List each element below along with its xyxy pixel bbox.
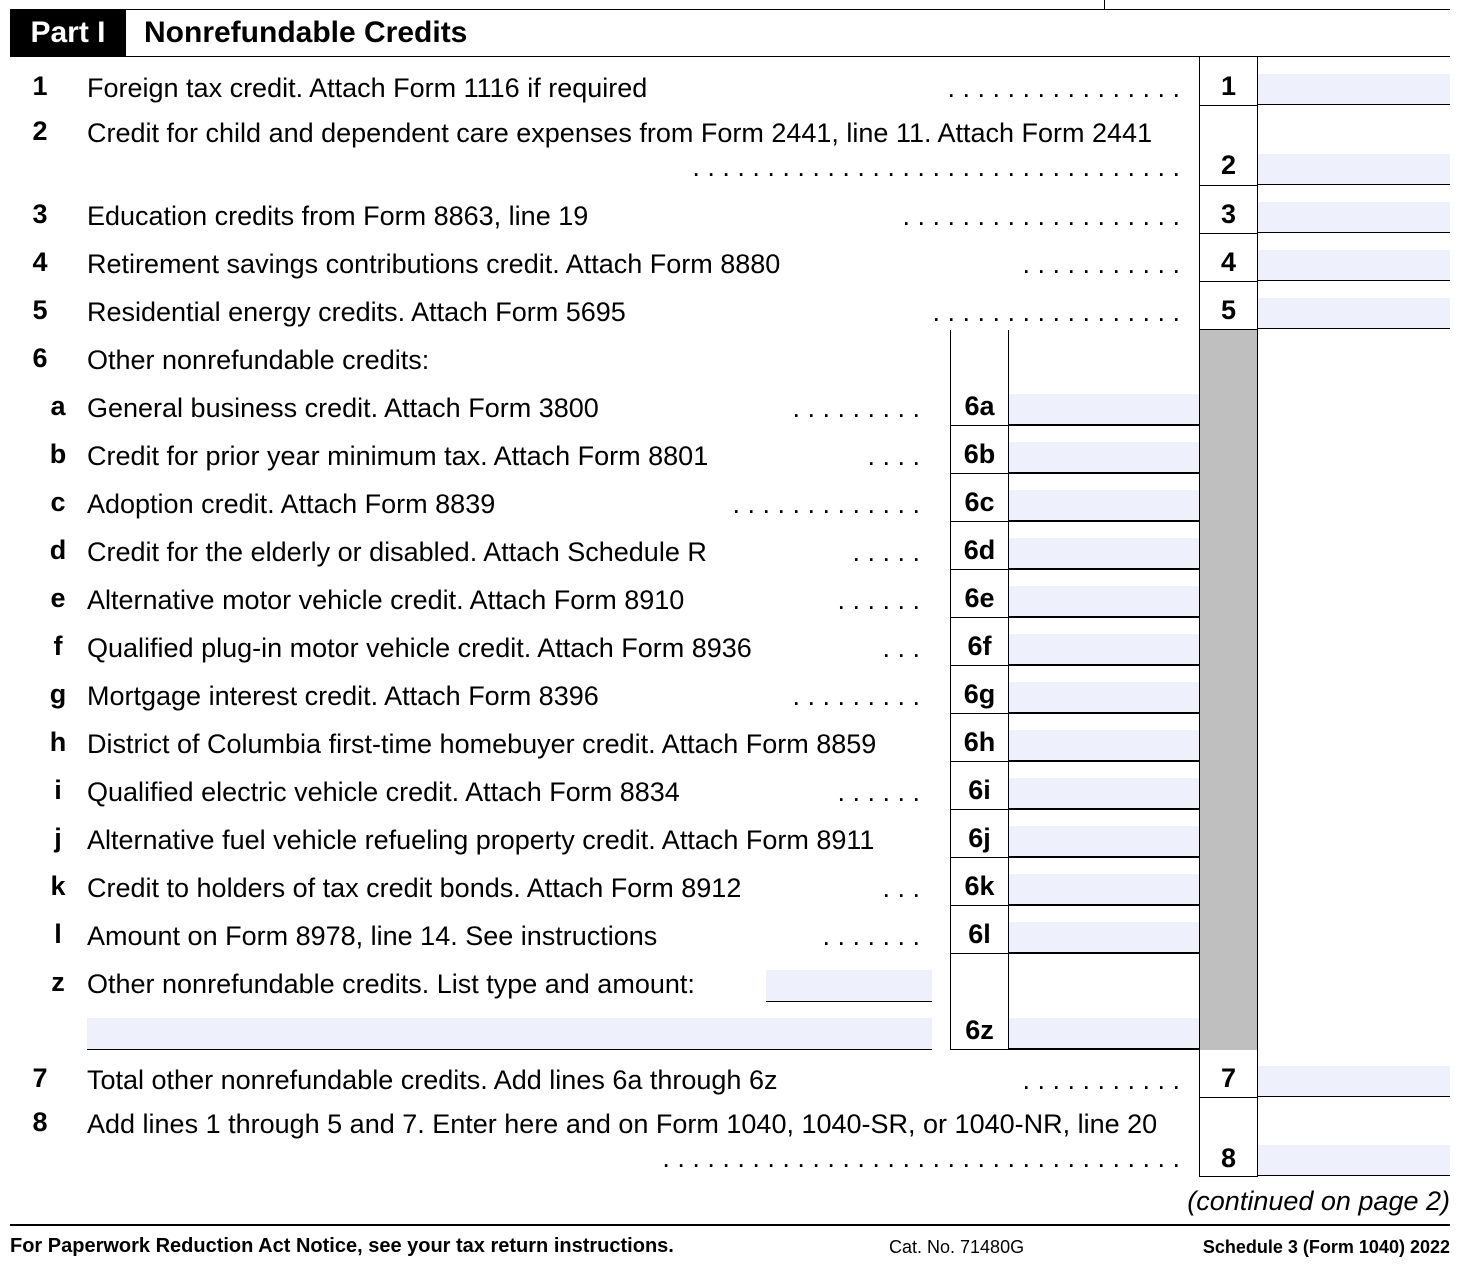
- subline-letter: a: [50, 391, 66, 421]
- continued-note: (continued on page 2): [1187, 1186, 1450, 1216]
- subline-text: Adoption credit. Attach Form 8839: [87, 489, 496, 519]
- subline-box-label: 6l: [968, 919, 991, 949]
- subline-box-label: 6h: [963, 727, 996, 757]
- subline-text: Alternative motor vehicle credit. Attach Form 8910: [87, 585, 685, 615]
- subline-amount-field[interactable]: [1009, 442, 1199, 473]
- dot-leader: . . . . . . . . . . .: [1022, 1065, 1180, 1095]
- subline-text: General business credit. Attach Form 3800: [87, 393, 599, 423]
- subline-box-label: 6e: [964, 583, 995, 613]
- subline-box-label: 6k: [964, 871, 995, 901]
- subline-box-label: 6c: [964, 487, 995, 517]
- line-text: Credit for child and dependent care expenses from Form 2441, line 11. Attach Form 2441: [87, 118, 1153, 148]
- subline-box-label: 6z: [965, 1015, 994, 1045]
- amount-field-7[interactable]: [1258, 1066, 1450, 1097]
- subline-amount-field[interactable]: [1009, 730, 1199, 761]
- footer-notice: For Paperwork Reduction Act Notice, see your tax return instructions.: [10, 1235, 674, 1257]
- subline-letter: k: [50, 871, 66, 901]
- subline-row-rule: [950, 473, 1200, 474]
- subline-box-label: 6a: [964, 391, 995, 421]
- subline-letter: z: [51, 967, 65, 997]
- subline-letter: j: [54, 823, 62, 853]
- top-divider: [1104, 0, 1105, 10]
- subline-row-rule: [950, 953, 1200, 954]
- subline-box-label: 6i: [968, 775, 991, 805]
- subline-row-rule: [950, 665, 1200, 666]
- line-text: Add lines 1 through 5 and 7. Enter here and on Form 1040, 1040-SR, or 1040-NR, line 20: [87, 1109, 1158, 1139]
- subline-amount-field[interactable]: [1009, 538, 1199, 569]
- line-number: 2: [32, 116, 48, 146]
- 6z-type-field-long[interactable]: [87, 1018, 932, 1050]
- subline-amount-field[interactable]: [1009, 874, 1199, 905]
- box-label: 8: [1220, 1143, 1237, 1173]
- subline-letter: b: [49, 439, 67, 469]
- dot-leader: . . . . . . . . . . . . . . . . . . . . . . . . . . . . . . . . . . .: [662, 1143, 1180, 1173]
- row-rule: [1199, 105, 1257, 106]
- dot-leader: . . . . . . . . . . . . . . . . . . .: [902, 201, 1180, 231]
- dot-leader: . . . . . . .: [822, 921, 920, 951]
- dot-leader: . . . . . . . . .: [792, 393, 920, 423]
- part-title: Nonrefundable Credits: [144, 16, 468, 49]
- line-number: 8: [32, 1107, 48, 1137]
- subline-amount-field[interactable]: [1009, 490, 1199, 521]
- dot-leader: . . . .: [867, 441, 920, 471]
- subline-letter: h: [49, 727, 67, 757]
- subline-amount-field[interactable]: [1009, 778, 1199, 809]
- row-rule: [1199, 329, 1257, 330]
- footer-rule: [10, 1224, 1450, 1226]
- row-rule: [1199, 1097, 1257, 1098]
- subbox-bottom-rule: [950, 1049, 1200, 1050]
- subline-amount-field[interactable]: [1009, 586, 1199, 617]
- subline-text: Alternative fuel vehicle refueling property credit. Attach Form 8911: [87, 825, 875, 855]
- subline-letter: g: [49, 679, 67, 709]
- subline-letter: c: [50, 487, 66, 517]
- dot-leader: . . . . . . . . . . . . . . . .: [947, 73, 1180, 103]
- subline-text: District of Columbia first-time homebuyer credit. Attach Form 8859: [87, 729, 877, 759]
- subline-letter: e: [50, 583, 66, 613]
- subline-box-label: 6g: [963, 679, 996, 709]
- box-label: 2: [1220, 150, 1237, 180]
- line-number: 1: [32, 71, 48, 101]
- subline-row-rule: [950, 569, 1200, 570]
- subline-text: Credit to holders of tax credit bonds. Attach Form 8912: [87, 873, 742, 903]
- 6z-type-field-short[interactable]: [766, 970, 932, 1002]
- dot-leader: . . . . . .: [837, 777, 920, 807]
- line-text: Total other nonrefundable credits. Add lines 6a through 6z: [87, 1065, 778, 1095]
- subline-row-rule: [950, 425, 1200, 426]
- subline-row-rule: [950, 761, 1200, 762]
- subline-text: Credit for prior year minimum tax. Attach Form 8801: [87, 441, 709, 471]
- subline-row-rule: [950, 521, 1200, 522]
- subline-text: Mortgage interest credit. Attach Form 8396: [87, 681, 599, 711]
- line-text: Retirement savings contributions credit. Attach Form 8880: [87, 249, 781, 279]
- dot-leader: . . . . . . . . . . . . .: [732, 489, 920, 519]
- subline-text: Credit for the elderly or disabled. Attach Schedule R: [87, 537, 707, 567]
- dot-leader: . . . . . . . . . . . . . . . . . . . . . . . . . . . . . . . . .: [692, 152, 1180, 182]
- row-rule: [1199, 233, 1257, 234]
- dot-leader: . . .: [882, 633, 920, 663]
- subline-amount-field[interactable]: [1009, 1018, 1199, 1049]
- line-text: Residential energy credits. Attach Form 5695: [87, 297, 626, 327]
- box-label: 3: [1220, 199, 1237, 229]
- subline-amount-field[interactable]: [1009, 826, 1199, 857]
- subline-letter: f: [53, 631, 63, 661]
- subline-amount-field[interactable]: [1009, 634, 1199, 665]
- subline-row-rule: [950, 617, 1200, 618]
- subline-amount-field[interactable]: [1009, 682, 1199, 713]
- amount-field-2[interactable]: [1258, 154, 1450, 185]
- dot-leader: . . . . . .: [837, 585, 920, 615]
- subline-text: Qualified electric vehicle credit. Attach Form 8834: [87, 777, 680, 807]
- row-rule: [1199, 1176, 1257, 1177]
- footer-cat-number: Cat. No. 71480G: [889, 1237, 1025, 1257]
- subline-text: Qualified plug-in motor vehicle credit. Attach Form 8936: [87, 633, 752, 663]
- subline-row-rule: [950, 857, 1200, 858]
- subline-row-rule: [950, 713, 1200, 714]
- part-header-rule: [10, 56, 1450, 57]
- footer-form-id: Schedule 3 (Form 1040) 2022: [1202, 1237, 1450, 1257]
- line-number: 6: [32, 343, 48, 373]
- line-number: 4: [32, 247, 48, 277]
- line-text: Other nonrefundable credits:: [87, 345, 430, 375]
- amount-field-5[interactable]: [1258, 298, 1450, 329]
- subline-letter: l: [54, 919, 62, 949]
- amount-field-8[interactable]: [1258, 1145, 1450, 1176]
- subline-box-label: 6b: [963, 439, 996, 469]
- subline-letter: i: [54, 775, 62, 805]
- row-rule: [1199, 281, 1257, 282]
- line-number: 5: [32, 295, 48, 325]
- line-text: Foreign tax credit. Attach Form 1116 if required: [87, 73, 648, 103]
- subline-box-label: 6d: [963, 535, 996, 565]
- amount-field-4[interactable]: [1258, 250, 1450, 281]
- box-label: 4: [1220, 247, 1237, 277]
- line-number: 3: [32, 199, 48, 229]
- subline-letter: d: [49, 535, 67, 565]
- box-label: 1: [1220, 71, 1237, 101]
- box-label: 7: [1220, 1063, 1237, 1093]
- subline-amount-field[interactable]: [1009, 394, 1199, 425]
- line-text: Education credits from Form 8863, line 19: [87, 201, 589, 231]
- dot-leader: . . . . . . . . .: [792, 681, 920, 711]
- dot-leader: . . . . .: [852, 537, 920, 567]
- subline-text: Amount on Form 8978, line 14. See instructions: [87, 921, 658, 951]
- part-badge: Part I: [10, 10, 126, 56]
- subline-row-rule: [950, 809, 1200, 810]
- subline-text: Other nonrefundable credits. List type and amount:: [87, 969, 695, 999]
- dot-leader: . . .: [882, 873, 920, 903]
- shaded-area: [1200, 330, 1257, 1050]
- amount-field-3[interactable]: [1258, 202, 1450, 233]
- amount-field-1[interactable]: [1258, 74, 1450, 105]
- box-label: 5: [1220, 295, 1237, 325]
- subline-amount-field[interactable]: [1009, 922, 1199, 953]
- row-rule: [1199, 185, 1257, 186]
- subline-box-label: 6f: [967, 631, 992, 661]
- dot-leader: . . . . . . . . . . .: [1022, 249, 1180, 279]
- dot-leader: . . . . . . . . . . . . . . . . .: [932, 297, 1180, 327]
- subline-box-label: 6j: [968, 823, 991, 853]
- subline-row-rule: [950, 905, 1200, 906]
- line-number: 7: [32, 1063, 48, 1093]
